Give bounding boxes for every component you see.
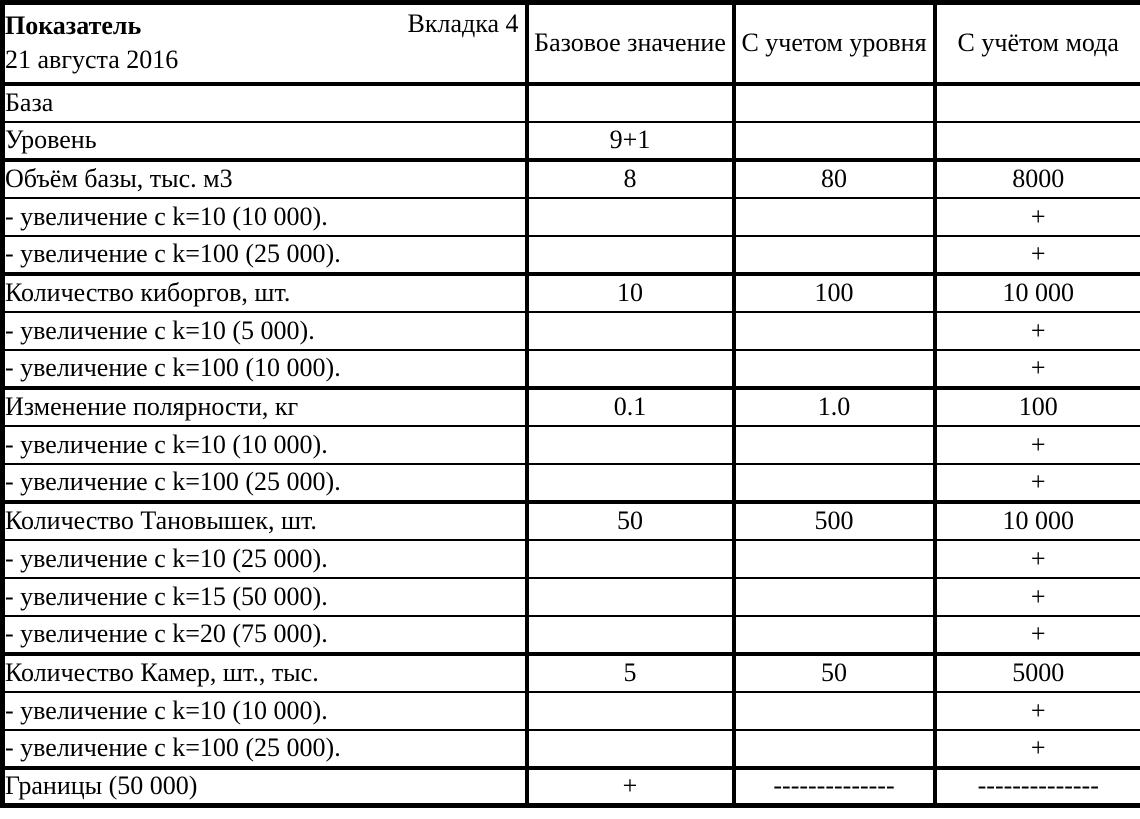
cell-base-value (527, 84, 734, 122)
cell-base-value: 0.1 (527, 388, 734, 426)
cell-mod-value: + (935, 692, 1140, 730)
table-body (3, 84, 1140, 806)
cell-base-value (527, 426, 734, 464)
cell-mod-value: + (935, 312, 1140, 350)
cell-level-value (734, 692, 935, 730)
cell-level-value (734, 730, 935, 768)
cell-base-value: 5 (527, 654, 734, 692)
row-label: Количество Камер, шт., тыс. (3, 654, 527, 692)
row-label: - увеличение с k=10 (10 000). (3, 198, 527, 236)
cell-mod-value: + (935, 198, 1140, 236)
row-label: Количество киборгов, шт. (3, 274, 527, 312)
cell-mod-value: + (935, 578, 1140, 616)
cell-level-value (734, 122, 935, 160)
cell-base-value (527, 540, 734, 578)
cell-base-value (527, 312, 734, 350)
cell-level-value (734, 312, 935, 350)
cell-mod-value: 10 000 (935, 274, 1140, 312)
table-row (3, 160, 1140, 198)
header-mod-value: С учётом мода (935, 3, 1140, 84)
cell-mod-value: + (935, 464, 1140, 502)
table-row (3, 388, 1140, 426)
header-base-value: Базовое значение (527, 3, 734, 84)
table-row (3, 464, 1140, 502)
cell-base-value: 8 (527, 160, 734, 198)
table-row (3, 312, 1140, 350)
cell-level-value (734, 236, 935, 274)
cell-base-value (527, 730, 734, 768)
table-row (3, 350, 1140, 388)
cell-level-value (734, 426, 935, 464)
table-row (3, 540, 1140, 578)
row-label: - увеличение с k=100 (10 000). (3, 350, 527, 388)
row-label: Количество Тановышек, шт. (3, 502, 527, 540)
cell-base-value (527, 198, 734, 236)
table-row (3, 502, 1140, 540)
date-label: 21 августа 2016 (5, 45, 179, 75)
cell-level-value: 100 (734, 274, 935, 312)
cell-mod-value: 10 000 (935, 502, 1140, 540)
cell-base-value (527, 578, 734, 616)
cell-level-value: -------------- (734, 768, 935, 806)
header-row (3, 3, 1140, 84)
table-row (3, 426, 1140, 464)
cell-mod-value: + (935, 426, 1140, 464)
table-row (3, 730, 1140, 768)
row-label: - увеличение с k=20 (75 000). (3, 616, 527, 654)
table-row (3, 768, 1140, 806)
row-label: Уровень (3, 122, 527, 160)
row-label: - увеличение с k=10 (10 000). (3, 692, 527, 730)
cell-base-value: 9+1 (527, 122, 734, 160)
cell-mod-value: 8000 (935, 160, 1140, 198)
table-row (3, 616, 1140, 654)
table-row (3, 654, 1140, 692)
table-row (3, 692, 1140, 730)
cell-level-value: 80 (734, 160, 935, 198)
cell-base-value (527, 616, 734, 654)
cell-level-value: 50 (734, 654, 935, 692)
indicator-title: Показатель (5, 11, 142, 41)
row-label: - увеличение с k=100 (25 000). (3, 730, 527, 768)
table-row (3, 578, 1140, 616)
table-row (3, 236, 1140, 274)
header-indicator-cell (3, 3, 527, 84)
cell-level-value: 1.0 (734, 388, 935, 426)
row-label: База (5, 88, 54, 117)
cell-base-value: 10 (527, 274, 734, 312)
row-label: Границы (50 000) (3, 768, 527, 806)
cell-level-value (734, 464, 935, 502)
row-label: Изменение полярности, кг (3, 388, 527, 426)
row-label: Объём базы, тыс. м3 (3, 160, 527, 198)
cell-base-value (527, 464, 734, 502)
cell-base-value: 50 (527, 502, 734, 540)
table-row (3, 84, 1140, 122)
cell-mod-value: 5000 (935, 654, 1140, 692)
cell-level-value (734, 350, 935, 388)
cell-base-value (527, 692, 734, 730)
table-header (3, 3, 1140, 84)
cell-mod-value (935, 122, 1140, 160)
cell-mod-value: + (935, 350, 1140, 388)
cell-mod-value: + (935, 616, 1140, 654)
cell-base-value (527, 236, 734, 274)
cell-level-value: 500 (734, 502, 935, 540)
header-level-value: С учетом уровня (734, 3, 935, 84)
cell-mod-value: -------------- (935, 768, 1140, 806)
row-label: - увеличение с k=15 (50 000). (3, 578, 527, 616)
cell-mod-value: + (935, 540, 1140, 578)
cell-mod-value: + (935, 730, 1140, 768)
table-row (3, 274, 1140, 312)
row-label: - увеличение с k=100 (25 000). (3, 464, 527, 502)
cell-level-value (734, 616, 935, 654)
cell-mod-value: + (935, 236, 1140, 274)
row-label: - увеличение с k=10 (25 000). (3, 540, 527, 578)
cell-base-value (527, 350, 734, 388)
row-label: - увеличение с k=10 (5 000). (3, 312, 527, 350)
cell-mod-value (935, 84, 1140, 122)
row-label: - увеличение с k=100 (25 000). (3, 236, 527, 274)
tab-label: Вкладка 4 (407, 9, 519, 38)
cell-level-value (734, 198, 935, 236)
cell-level-value (734, 84, 935, 122)
cell-level-value (734, 540, 935, 578)
table-row (3, 198, 1140, 236)
row-label: - увеличение с k=10 (10 000). (3, 426, 527, 464)
table-row (3, 122, 1140, 160)
cell-mod-value: 100 (935, 388, 1140, 426)
cell-level-value (734, 578, 935, 616)
cell-base-value: + (527, 768, 734, 806)
